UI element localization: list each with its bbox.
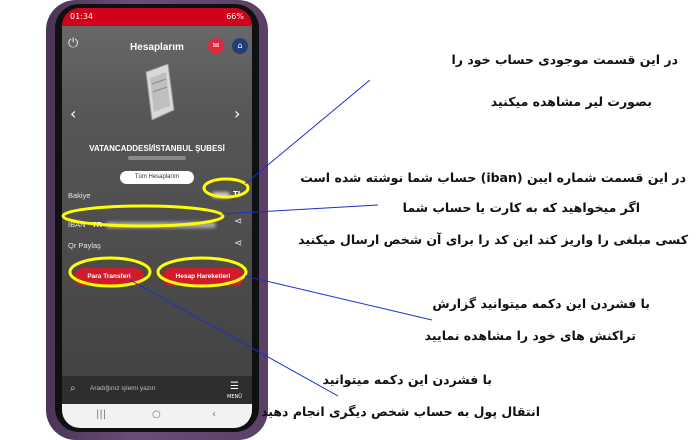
annotation-iban-line2: اگر میخواهید که به کارت یا حساب شما: [402, 200, 640, 215]
hesap-hareketleri-button[interactable]: Hesap Hareketleri: [162, 268, 244, 286]
annotation-transfer-line1: با فشردن این دکمه میتوانید: [322, 372, 492, 387]
search-icon[interactable]: ⌕: [70, 383, 76, 394]
all-accounts-button[interactable]: Tüm Hesaplarım: [120, 171, 194, 184]
balance-label: Bakiye: [68, 191, 91, 200]
balance-highlight: [204, 179, 248, 197]
para-transferi-button[interactable]: Para Transferi: [74, 268, 144, 286]
chevron-left-icon[interactable]: ‹: [70, 104, 77, 123]
page-title: Hesaplarım: [130, 42, 184, 53]
home-nav-icon[interactable]: ○: [152, 409, 161, 420]
annotation-transfer-line2: انتقال پول به حساب شخص دیگری انجام دهید: [261, 404, 540, 419]
annotation-history-line1: با فشردن این دکمه میتوانید گزارش: [432, 296, 650, 311]
search-input[interactable]: Aradığınız işlemi yazın: [90, 385, 156, 392]
history-highlight: [158, 258, 246, 286]
chevron-right-icon[interactable]: ›: [234, 104, 241, 123]
branch-name: VATANCADDESİ/İSTANBUL ŞUBESİ: [89, 144, 225, 153]
annotation-line-iban: [222, 205, 378, 214]
chat-icon[interactable]: ✉: [208, 38, 224, 54]
status-battery: 66%: [226, 12, 244, 21]
annotation-line-balance: [245, 80, 370, 184]
status-time: 01:34: [70, 12, 94, 21]
back-icon[interactable]: ‹: [212, 409, 216, 420]
balance-currency: TL: [233, 190, 243, 198]
annotation-line-transfer: [130, 280, 338, 396]
annotation-balance-line2: بصورت لیر مشاهده میکنید: [490, 94, 652, 109]
iban-highlight: [63, 206, 223, 226]
annotation-history-line2: تراکنش های خود را مشاهده نمایید: [424, 328, 636, 343]
iban-prefix: TR: [92, 220, 102, 229]
annotation-balance-line1: در این قسمت موجودی حساب خود را: [451, 52, 678, 67]
home-icon[interactable]: ⌂: [232, 38, 248, 54]
transfer-highlight: [70, 258, 150, 286]
annotation-iban-line3: کسی مبلغی را واریز کند این کد را برای آن شخص ارسال میکنید: [298, 232, 688, 247]
qr-share-label[interactable]: Qr Paylaş: [68, 241, 101, 250]
power-icon[interactable]: ⏻: [68, 36, 79, 51]
share-iban-icon[interactable]: ⋖: [234, 216, 243, 227]
recent-apps-icon[interactable]: |||: [96, 409, 107, 420]
iban-label: IBAN: [68, 220, 86, 229]
annotation-iban-line1: در این قسمت شماره ایبن (iban) حساب شما نوشته شده است: [300, 170, 686, 185]
share-qr-icon[interactable]: ⋖: [234, 238, 243, 249]
menu-label[interactable]: MENÜ: [227, 394, 242, 400]
annotation-line-history: [245, 276, 432, 320]
menu-icon[interactable]: ☰: [230, 381, 239, 392]
